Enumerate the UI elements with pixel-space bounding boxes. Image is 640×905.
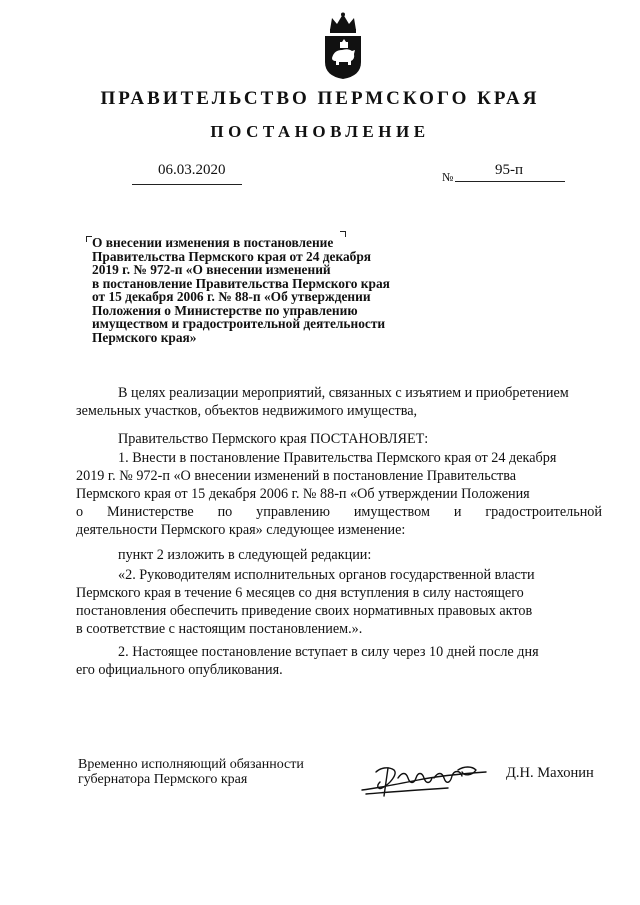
title-line: Пермского края» [92, 329, 197, 345]
paragraph-line: 1. Внести в постановление Правительства Пермского края от 24 декабря [118, 450, 557, 466]
document-title [92, 236, 442, 344]
handwritten-signature-icon [358, 758, 490, 802]
signatory-role [78, 757, 304, 787]
number-underline [455, 181, 565, 182]
signatory-name: Д.Н. Махонин [506, 765, 594, 781]
paragraph-item-2 [76, 643, 602, 679]
paragraph-amend-point [76, 546, 602, 564]
paragraph-line: пункт 2 изложить в следующей редакции: [118, 547, 372, 563]
paragraph-line: 2. Настоящее постановление вступает в силу через 10 дней после дня [118, 644, 539, 660]
paragraph-item-1 [76, 449, 602, 539]
paragraph-resolves [76, 430, 602, 448]
paragraph-line: в соответствие с настоящим постановлением.». [76, 621, 363, 637]
number-sign: № [442, 170, 454, 184]
paragraph-line: Пермского края от 15 декабря 2006 г. № 88-п «Об утверждении Положения [76, 486, 530, 502]
paragraph-line: о Министерстве по управлению имуществом и градостроительной [76, 504, 602, 520]
paragraph-line: 2019 г. № 972-п «О внесении изменений в постановление Правительства [76, 468, 517, 484]
date-underline [132, 184, 242, 185]
paragraph-preamble [76, 384, 602, 420]
document-type: ПОСТАНОВЛЕНИЕ [210, 122, 430, 141]
title-line: О внесении изменения в постановление [92, 235, 334, 250]
paragraph-line: его официального опубликования. [76, 662, 283, 678]
paragraph-line: В целях реализации мероприятий, связанных с изъятием и приобретением [118, 385, 569, 401]
paragraph-line: Пермского края в течение 6 месяцев со дня вступления в силу настоящего [76, 585, 524, 601]
paragraph-line: Правительство Пермского края ПОСТАНОВЛЯЕТ: [118, 431, 429, 447]
paragraph-line: земельных участков, объектов недвижимого имущества, [76, 403, 418, 419]
document-date: 06.03.2020 [158, 162, 226, 178]
title-line: в постановление Правительства Пермского края [92, 275, 390, 291]
title-line: от 15 декабря 2006 г. № 88-п «Об утверждении [92, 289, 371, 304]
title-line: Положения о Министерстве по управлению [92, 302, 358, 318]
paragraph-line: деятельности Пермского края» следующее изменение: [76, 522, 406, 538]
document-number: 95-п [495, 162, 524, 178]
paragraph-new-wording [76, 566, 602, 638]
perm-krai-coat-of-arms-icon [322, 12, 364, 80]
title-line: 2019 г. № 972-п «О внесении изменений [92, 262, 331, 277]
signatory-role-line: Временно исполняющий обязанности [78, 757, 304, 772]
paragraph-line: постановления обеспечить приведение своих нормативных правовых актов [76, 603, 533, 619]
title-line: Правительства Пермского края от 24 декабря [92, 248, 372, 264]
signatory-role-line: губернатора Пермского края [78, 772, 248, 787]
title-line: имуществом и градостроительной деятельности [92, 316, 386, 331]
paragraph-line: «2. Руководителям исполнительных органов государственной власти [118, 567, 535, 583]
organization-title: ПРАВИТЕЛЬСТВО ПЕРМСКОГО КРАЯ [100, 88, 540, 109]
